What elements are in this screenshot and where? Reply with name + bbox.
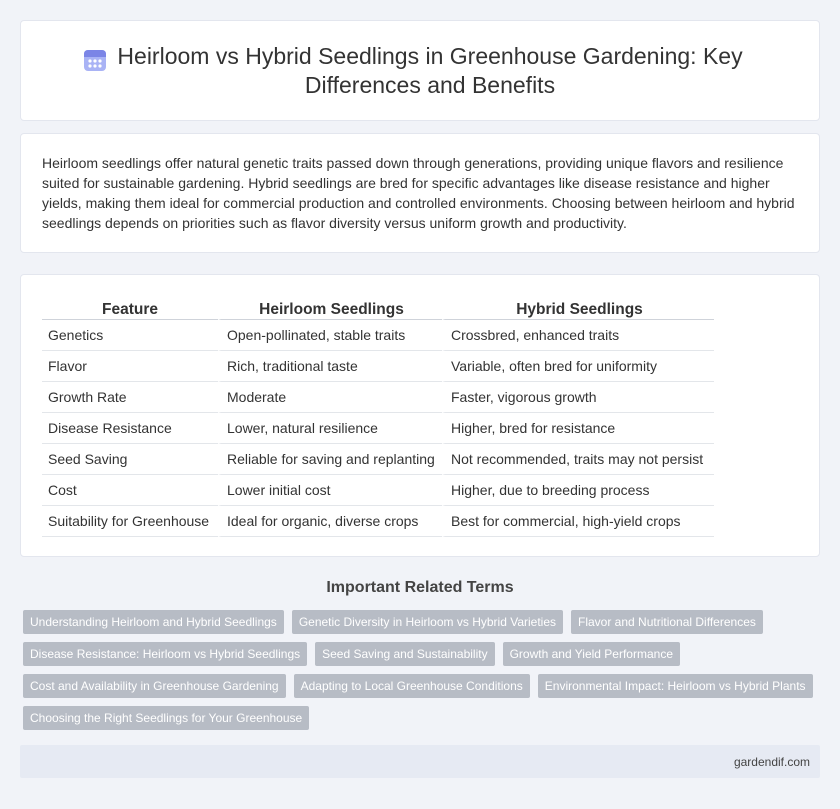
comparison-table xyxy=(42,295,714,537)
comparison-card xyxy=(20,274,820,557)
feature-cell: Disease Resistance xyxy=(42,413,218,444)
hybrid-cell: Higher, bred for resistance xyxy=(442,413,714,444)
related-terms-heading: Important Related Terms xyxy=(326,579,514,596)
table-row xyxy=(42,444,714,475)
title-card xyxy=(20,20,820,121)
related-term-tag[interactable]: Seed Saving and Sustainability xyxy=(315,642,494,666)
feature-cell: Seed Saving xyxy=(42,444,218,475)
table-row xyxy=(42,320,714,351)
related-term-tag[interactable]: Environmental Impact: Heirloom vs Hybrid Plants xyxy=(538,674,813,698)
feature-cell: Genetics xyxy=(42,320,218,351)
heirloom-cell: Rich, traditional taste xyxy=(218,351,442,382)
footer-site-link[interactable]: gardendif.com xyxy=(733,755,810,769)
heirloom-cell: Ideal for organic, diverse crops xyxy=(218,506,442,537)
related-term-tag[interactable]: Flavor and Nutritional Differences xyxy=(571,610,763,634)
table-row xyxy=(42,382,714,413)
column-header-hybrid: Hybrid Seedlings xyxy=(442,295,714,320)
feature-cell: Flavor xyxy=(42,351,218,382)
heirloom-cell: Lower, natural resilience xyxy=(218,413,442,444)
column-header-feature: Feature xyxy=(42,295,218,320)
related-term-tag[interactable]: Choosing the Right Seedlings for Your Greenhouse xyxy=(23,706,309,730)
related-term-tag[interactable]: Disease Resistance: Heirloom vs Hybrid Seedlings xyxy=(23,642,307,666)
feature-cell: Growth Rate xyxy=(42,382,218,413)
table-header-row xyxy=(42,295,714,320)
related-term-tag[interactable]: Understanding Heirloom and Hybrid Seedlings xyxy=(23,610,284,634)
table-row xyxy=(42,413,714,444)
hybrid-cell: Faster, vigorous growth xyxy=(442,382,714,413)
hybrid-cell: Variable, often bred for uniformity xyxy=(442,351,714,382)
hybrid-cell: Not recommended, traits may not persist xyxy=(442,444,714,475)
related-term-tag[interactable]: Genetic Diversity in Heirloom vs Hybrid Varieties xyxy=(292,610,563,634)
heirloom-cell: Lower initial cost xyxy=(218,475,442,506)
column-header-heirloom: Heirloom Seedlings xyxy=(218,295,442,320)
footer xyxy=(20,745,820,778)
table-row xyxy=(42,506,714,537)
related-term-tag[interactable]: Cost and Availability in Greenhouse Gardening xyxy=(23,674,286,698)
table-row xyxy=(42,351,714,382)
page-title: Heirloom vs Hybrid Seedlings in Greenhouse Gardening: Key Differences and Benefits xyxy=(117,42,743,98)
related-term-tag[interactable]: Adapting to Local Greenhouse Conditions xyxy=(294,674,530,698)
intro-paragraph: Heirloom seedlings offer natural genetic traits passed down through generations, providing unique flavors and resilience suited for sustainable gardening. Hybrid seedlings are bred for specific advantages like disease resistance and higher yields, making them ideal for commercial production and controlled environments. Choosing between heirloom and hybrid seedlings depends on priorities such as flavor diversity versus uniform growth and productivity. xyxy=(42,155,795,231)
heirloom-cell: Moderate xyxy=(218,382,442,413)
table-row xyxy=(42,475,714,506)
related-term-tag[interactable]: Growth and Yield Performance xyxy=(503,642,680,666)
related-terms-list xyxy=(23,610,823,730)
feature-cell: Suitability for Greenhouse xyxy=(42,506,218,537)
hybrid-cell: Higher, due to breeding process xyxy=(442,475,714,506)
hybrid-cell: Crossbred, enhanced traits xyxy=(442,320,714,351)
intro-card xyxy=(20,133,820,253)
heirloom-cell: Open-pollinated, stable traits xyxy=(218,320,442,351)
hybrid-cell: Best for commercial, high-yield crops xyxy=(442,506,714,537)
heirloom-cell: Reliable for saving and replanting xyxy=(218,444,442,475)
feature-cell: Cost xyxy=(42,475,218,506)
